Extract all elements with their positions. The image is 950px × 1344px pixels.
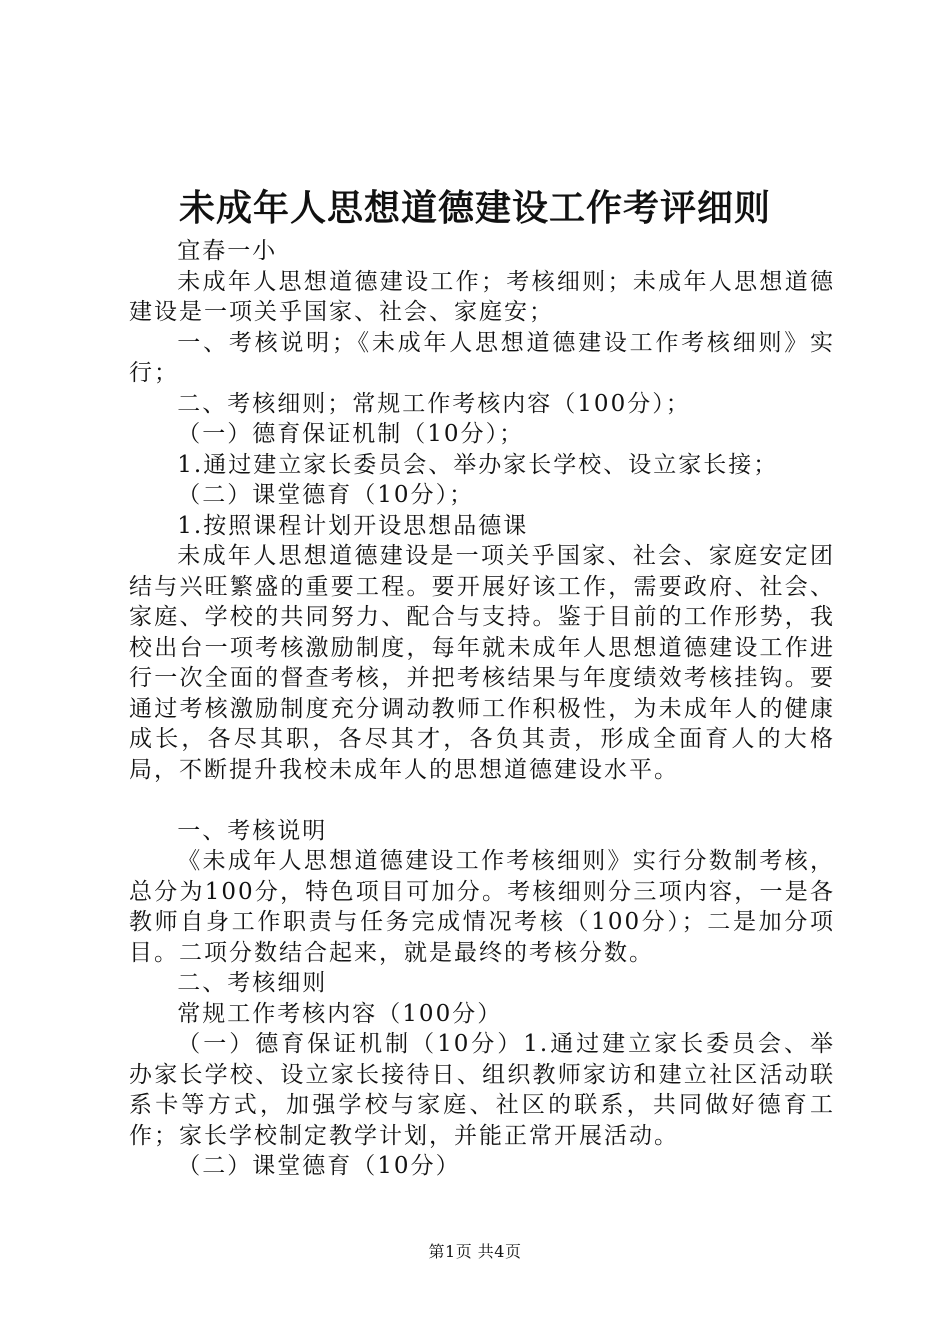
section-heading-1: 一、考核说明 [177, 817, 328, 844]
page-number-footer: 第1页 共4页 [428, 1242, 522, 1261]
paragraph-outline-2: 二、考核细则；常规工作考核内容（100分）； [177, 390, 691, 417]
paragraph-outline-6: 1.按照课程计划开设思想品德课 [177, 512, 529, 539]
paragraph-spacer [129, 785, 835, 816]
document-title: 未成年人思想道德建设工作考评细则 [178, 187, 771, 229]
paragraph-outline-5: （二）课堂德育（10分）； [177, 482, 475, 508]
section-heading-2: 二、考核细则 [177, 970, 328, 996]
paragraph-outline-1: 一、考核说明；《未成年人思想道德建设工作考核细则》实行； [129, 329, 835, 386]
document-body [129, 236, 835, 1182]
paragraph-item-1: （一）德育保证机制（10分）1.通过建立家长委员会、举办家长学校、设立家长接待日、组织教师家访和建立社区活动联系卡等方式，加强学校与家庭、社区的联系，共同做好德育工作；家长学校制定教学计划，并能正常开展活动。 [129, 1031, 835, 1149]
paragraph-outline-3: （一）德育保证机制（10分）； [177, 421, 525, 447]
paragraph-section-1: 《未成年人思想道德建设工作考核细则》实行分数制考核，总分为100分，特色项目可加分。考核细则分三项内容，一是各教师自身工作职责与任务完成情况考核（100分）；二是加分项目。二项分数结合起来，就是最终的考核分数。 [129, 848, 835, 966]
paragraph-outline-4: 1.通过建立家长委员会、举办家长学校、设立家长接； [177, 451, 779, 478]
paragraph-item-2: （二）课堂德育（10分） [177, 1153, 461, 1179]
paragraph-introduction: 未成年人思想道德建设是一项关乎国家、社会、家庭安定团结与兴旺繁盛的重要工程。要开展好该工作，需要政府、社会、家庭、学校的共同努力、配合与支持。鉴于目前的工作形势，我校出台一项考核激励制度，每年就未成年人思想道德建设工作进行一次全面的督查考核，并把考核结果与年度绩效考核挂钩。要通过考核激励制度充分调动教师工作积极性，为未成年人的健康成长，各尽其职，各尽其才，各负其责，形成全面育人的大格局，不断提升我校未成年人的思想道德建设水平。 [129, 543, 835, 783]
paragraph-summary: 未成年人思想道德建设工作；考核细则；未成年人思想道德建设是一项关乎国家、社会、家庭安； [129, 268, 835, 325]
school-name: 宜春一小 [177, 238, 278, 264]
subsection-heading: 常规工作考核内容（100分） [177, 1000, 503, 1027]
